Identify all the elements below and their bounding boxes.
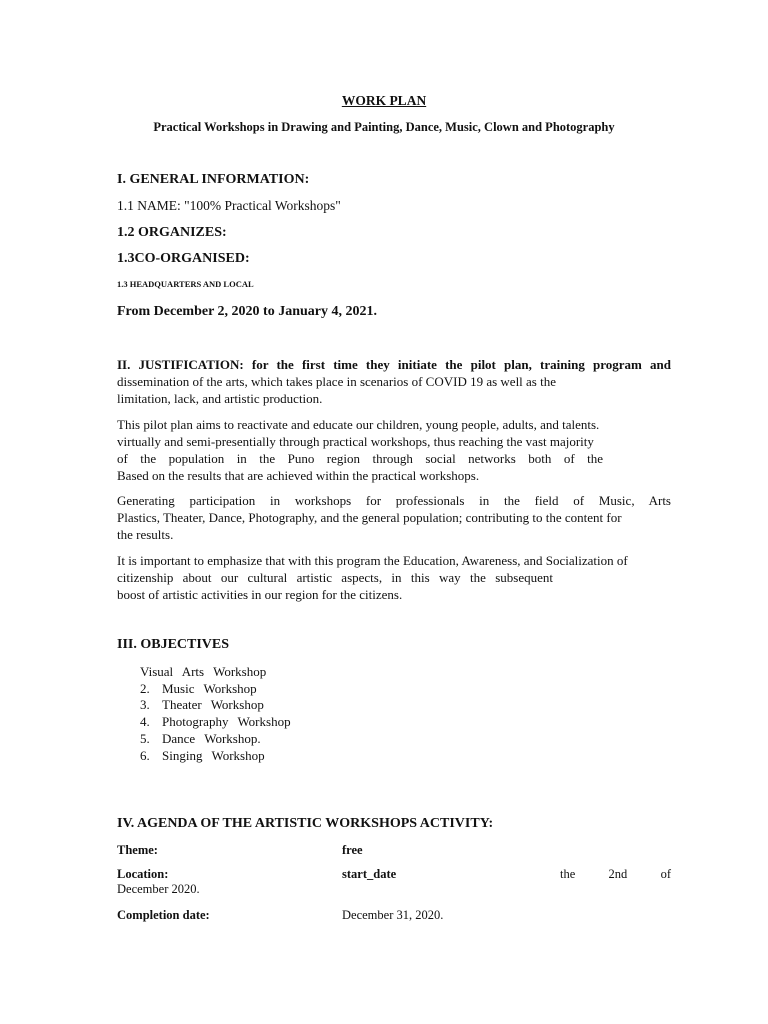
emphasis-paragraph [117, 552, 671, 603]
objective-item [140, 697, 291, 714]
justification-line: II. JUSTIFICATION: for the first time they initiate the pilot plan, training program and [117, 357, 671, 372]
paragraph-line: Based on the results that are achieved within the practical workshops. [117, 468, 480, 483]
paragraph-line: Plastics, Theater, Dance, Photography, and the general population; contributing to the content for [117, 510, 622, 525]
paragraph-line: of the population in the Puno region through social networks both of the [117, 451, 603, 466]
objectives-list [140, 664, 291, 764]
organizes-heading: 1.2 ORGANIZES: [117, 225, 227, 240]
paragraph-line: virtually and semi-presentially through practical workshops, thus reaching the vast majority [117, 434, 594, 449]
date-range: From December 2, 2020 to January 4, 2021. [117, 304, 377, 319]
objective-text: Dance Workshop. [162, 730, 261, 746]
theme-label: Theme: [117, 843, 158, 857]
headquarters-heading: 1.3 HEADQUARTERS AND LOCAL [117, 279, 254, 289]
location-value: start_date [342, 867, 397, 881]
paragraph-line: This pilot plan aims to reactivate and educate our children, young people, adults, and talents. [117, 417, 600, 432]
objective-text: Singing Workshop [162, 747, 265, 763]
objective-item [140, 748, 291, 765]
paragraph-line: Generating participation in workshops for professionals in the field of Music, Arts [117, 493, 671, 508]
location-date-start: the 2nd of [560, 867, 671, 881]
paragraph-line: the results. [117, 527, 174, 542]
objective-item [140, 731, 291, 748]
document-title: WORK PLAN [341, 93, 427, 108]
paragraph-line: boost of artistic activities in our region for the citizens. [117, 587, 403, 602]
participation-paragraph [117, 492, 671, 543]
objective-number: 4. [140, 714, 150, 730]
agenda-heading: IV. AGENDA OF THE ARTISTIC WORKSHOPS ACTIVITY: [117, 816, 494, 831]
location-label: Location: [117, 867, 169, 881]
completion-date-value: December 31, 2020. [342, 908, 444, 922]
objective-item [140, 714, 291, 731]
objective-item [140, 664, 291, 681]
location-date-continuation: December 2020. [117, 882, 200, 896]
objective-number: 6. [140, 747, 150, 763]
paragraph-line: citizenship about our cultural artistic aspects, in this way the subsequent [117, 570, 553, 585]
objective-number: 5. [140, 730, 150, 746]
objectives-heading: III. OBJECTIVES [117, 637, 230, 652]
paragraph-line: It is important to emphasize that with this program the Education, Awareness, and Socialization of [117, 553, 628, 568]
document-subtitle: Practical Workshops in Drawing and Painting, Dance, Music, Clown and Photography [153, 120, 615, 134]
justification-paragraph [117, 356, 671, 407]
objective-text: Photography Workshop [162, 714, 291, 730]
justification-line: dissemination of the arts, which takes place in scenarios of COVID 19 as well as the [117, 374, 556, 389]
objective-text: Music Workshop [162, 680, 257, 696]
completion-date-label: Completion date: [117, 908, 210, 922]
theme-value: free [342, 843, 363, 857]
justification-line: limitation, lack, and artistic production. [117, 391, 323, 406]
workshop-name-line: 1.1 NAME: "100% Practical Workshops" [117, 198, 341, 213]
objective-number: 2. [140, 680, 150, 696]
objective-text: Theater Workshop [162, 697, 264, 713]
coorganised-heading: 1.3CO-ORGANISED: [117, 251, 250, 266]
objective-item [140, 681, 291, 698]
objective-number: 3. [140, 697, 150, 713]
section-general-information-heading: I. GENERAL INFORMATION: [117, 172, 310, 187]
objective-text: Visual Arts Workshop [140, 664, 267, 679]
pilot-plan-paragraph [117, 416, 671, 484]
